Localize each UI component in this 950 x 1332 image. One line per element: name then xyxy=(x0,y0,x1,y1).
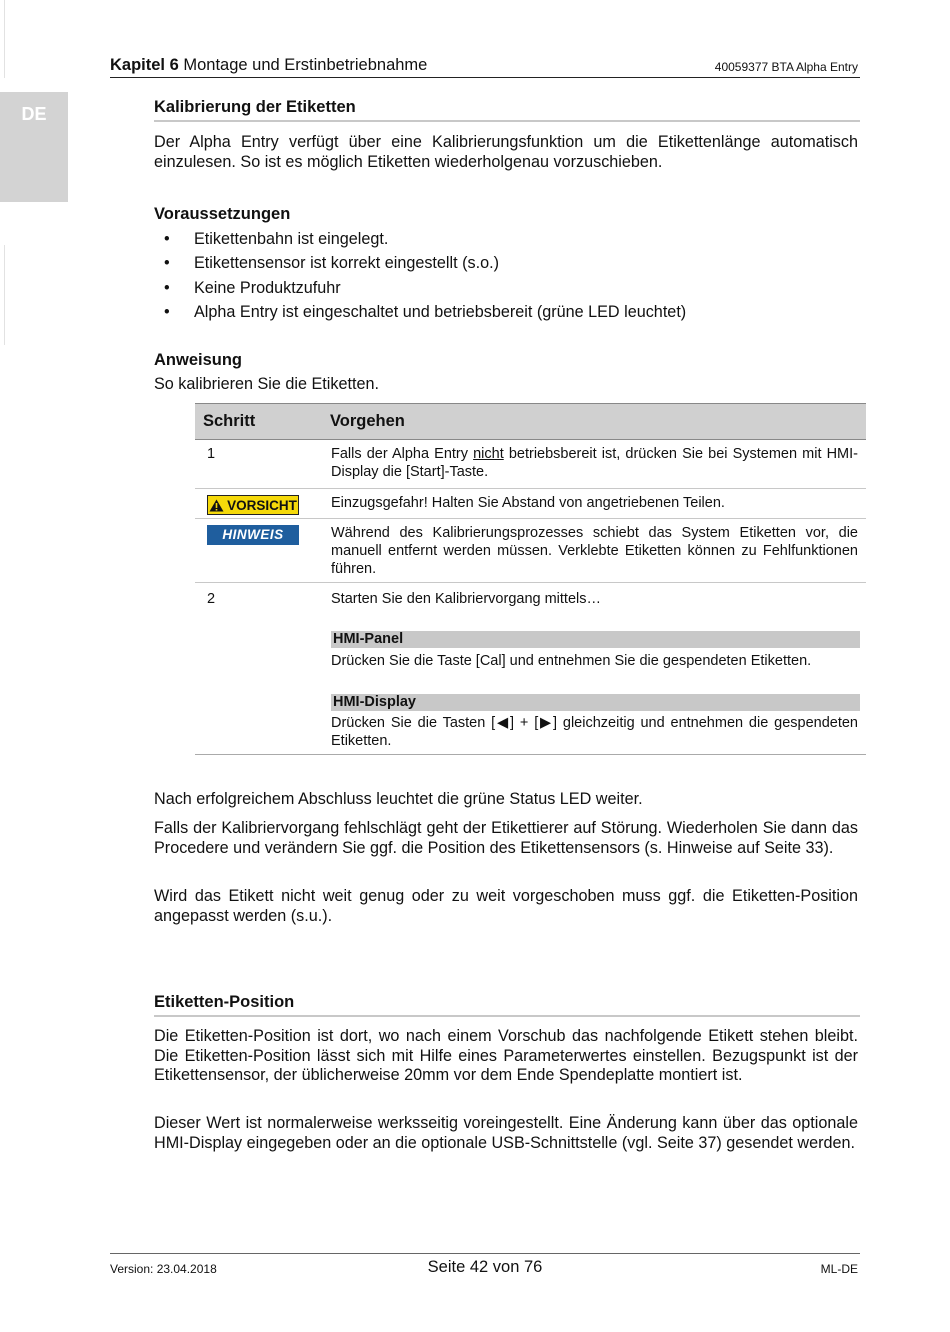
section-title-calibration: Kalibrierung der Etiketten xyxy=(154,98,860,122)
section-title-label-position: Etiketten-Position xyxy=(154,993,860,1017)
step-text: Falls der Alpha Entry nicht betriebsbereit ist, drücken Sie bei Systemen mit HMI-Display die [Start]-Taste. xyxy=(331,446,858,480)
chapter-name: Montage und Erstinbetriebnahme xyxy=(178,56,428,74)
page-header xyxy=(110,56,860,78)
hmi-panel-heading: HMI-Panel xyxy=(331,631,860,648)
instruction-text: So kalibrieren Sie die Etiketten. xyxy=(154,375,379,393)
instruction-heading: Anweisung xyxy=(154,351,243,369)
margin-line xyxy=(4,0,5,78)
table-row xyxy=(195,440,866,489)
paragraph: Die Etiketten-Position ist dort, wo nach einem Vorschub das nachfolgende Etikett stehen bleibt. Die Etiketten-Position lässt sich mit Hilfe eines Parameterwertes einstellen. Bezugspunkt ist der Etikettensensor, der üblicherweise 20mm vor dem Ende Spendeplatte montiert ist. xyxy=(154,1027,858,1084)
procedure-table xyxy=(195,403,866,755)
calibration-intro: Der Alpha Entry verfügt über eine Kalibrierungsfunktion um die Etikettenlänge automatisch einzulesen. So ist es möglich Etiketten wiederholgenau vorzuschieben. xyxy=(154,133,858,171)
margin-line xyxy=(4,245,5,345)
caution-label: VORSICHT xyxy=(227,497,297,513)
prerequisites-list xyxy=(164,230,844,327)
paragraph: Falls der Kalibriervorgang fehlschlägt geht der Etikettierer auf Störung. Wiederholen Sie dann das Procedere und verändern Sie ggf. die Position des Etikettensensors (s. Hinweise auf Seite 33). xyxy=(154,819,858,857)
page-footer xyxy=(110,1253,860,1283)
hmi-display-heading: HMI-Display xyxy=(331,694,860,711)
list-item: • Etikettensensor ist korrekt eingestellt (s.o.) xyxy=(164,254,844,278)
language-tab xyxy=(0,92,68,202)
paragraph: Wird das Etikett nicht weit genug oder zu weit vorgeschoben muss ggf. die Etiketten-Position angepasst werden (s.u.). xyxy=(154,887,858,925)
hmi-panel-text: Drücken Sie die Taste [Cal] und entnehmen Sie die gespendeten Etiketten. xyxy=(331,653,812,669)
paragraph: Dieser Wert ist normalerweise werksseitig voreingestellt. Eine Änderung kann über das optionale HMI-Display eingegeben oder an die optionale USB-Schnittstelle (vgl. Seite 37) gesendet werden. xyxy=(154,1114,858,1152)
step-number: 1 xyxy=(207,446,216,462)
hmi-display-text: Drücken Sie die Tasten [◀] + [▶] gleichzeitig und entnehmen die gespendeten Etiketten. xyxy=(331,715,858,749)
paragraph: Nach erfolgreichem Abschluss leuchtet die grüne Status LED weiter. xyxy=(154,790,643,808)
chapter-number: Kapitel 6 xyxy=(110,56,179,74)
note-badge: HINWEIS xyxy=(207,525,299,545)
warning-icon xyxy=(209,499,224,512)
caution-text: Einzugsgefahr! Halten Sie Abstand von angetriebenen Teilen. xyxy=(331,495,725,511)
column-header-step: Schritt xyxy=(203,412,256,430)
chapter-title xyxy=(110,56,427,75)
language-code: ML-DE xyxy=(820,1262,858,1276)
note-text: Während des Kalibrierungsprozesses schiebt das System Etiketten vor, die manuell entfernt werden müssen. Verklebte Etiketten können zu Fehlfunktionen führen. xyxy=(331,525,858,577)
table-row xyxy=(195,583,866,755)
document-id: 40059377 BTA Alpha Entry xyxy=(714,60,858,74)
prerequisites-heading: Voraussetzungen xyxy=(154,205,291,223)
column-header-action: Vorgehen xyxy=(330,412,405,430)
list-item: • Etikettenbahn ist eingelegt. xyxy=(164,230,844,254)
table-row xyxy=(195,519,866,583)
emphasis-underline: nicht xyxy=(473,446,504,462)
language-tab-label: DE xyxy=(21,104,47,124)
page-number: Seite 42 von 76 xyxy=(427,1258,543,1276)
table-row xyxy=(195,489,866,519)
table-header xyxy=(195,403,866,440)
version-date: Version: 23.04.2018 xyxy=(110,1262,217,1276)
list-item: • Keine Produktzufuhr xyxy=(164,279,844,303)
caution-badge xyxy=(207,495,299,515)
step-text: Starten Sie den Kalibriervorgang mittels… xyxy=(331,591,601,607)
list-item: • Alpha Entry ist eingeschaltet und betriebsbereit (grüne LED leuchtet) xyxy=(164,303,844,327)
step-number: 2 xyxy=(207,591,216,607)
